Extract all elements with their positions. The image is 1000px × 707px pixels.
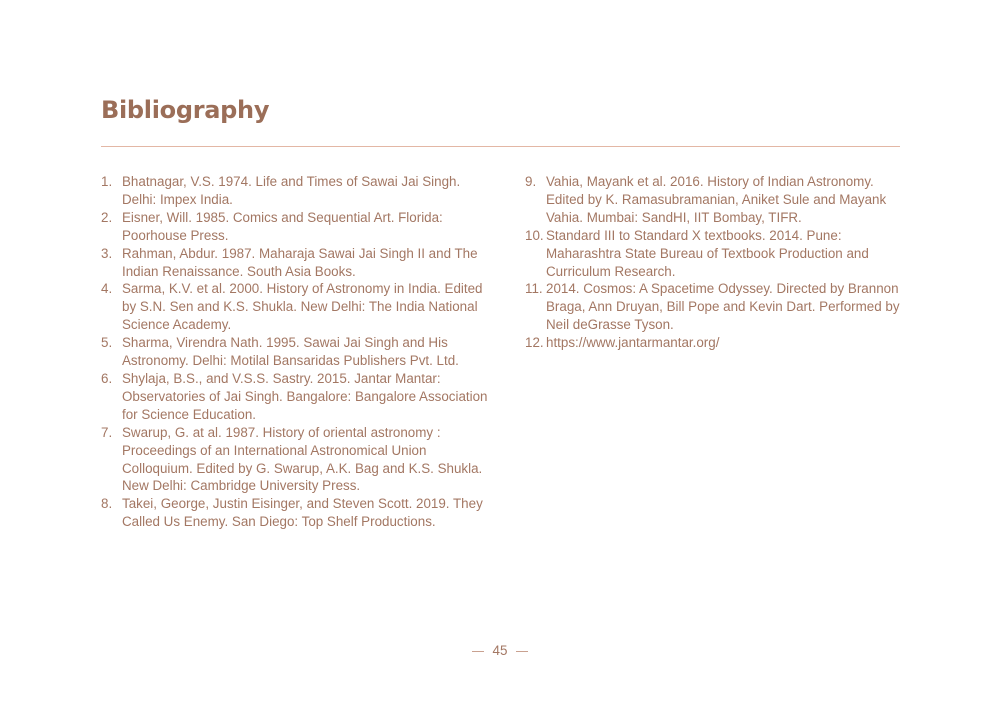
footer-dash-left <box>472 651 484 652</box>
entry-text: Eisner, Will. 1985. Comics and Sequential Art. Florida: Poorhouse Press. <box>122 209 443 243</box>
bibliography-list-left <box>101 173 491 531</box>
entry-number: 6. <box>101 370 113 386</box>
bibliography-list-right <box>525 173 910 352</box>
entry-number: 7. <box>101 424 113 440</box>
entry-text: Rahman, Abdur. 1987. Maharaja Sawai Jai Singh II and The Indian Renaissance. South Asia Books. <box>122 245 478 279</box>
bibliography-entry <box>525 334 910 352</box>
bibliography-entry <box>101 424 491 496</box>
page-number: 45 <box>492 643 508 658</box>
entry-text: Sharma, Virendra Nath. 1995. Sawai Jai Singh and His Astronomy. Delhi: Motilal Bansaridas Publishers Pvt. Ltd. <box>122 335 459 369</box>
entry-text[interactable]: https://www.jantarmantar.org/ <box>546 335 720 351</box>
entry-text: Sarma, K.V. et al. 2000. History of Astronomy in India. Edited by S.N. Sen and K.S. Shukla. New Delhi: The India National Science Academy. <box>122 281 483 333</box>
entry-text: Takei, George, Justin Eisinger, and Steven Scott. 2019. They Called Us Enemy. San Diego: Top Shelf Productions. <box>122 496 483 530</box>
entry-number: 5. <box>101 335 113 351</box>
bibliography-entry <box>101 209 491 245</box>
entry-text: Standard III to Standard X textbooks. 2014. Pune: Maharashtra State Bureau of Textbook Production and Curriculum Research. <box>546 227 869 279</box>
bibliography-entry <box>101 245 491 281</box>
footer-dash-right <box>516 651 528 652</box>
bibliography-entry <box>525 173 910 227</box>
entry-number: 8. <box>101 496 113 512</box>
entry-number: 1. <box>101 174 113 189</box>
entry-text: 2014. Cosmos: A Spacetime Odyssey. Directed by Brannon Braga, Ann Druyan, Bill Pope and Kevin Dart. Performed by Neil deGrasse Tyson. <box>546 281 900 333</box>
bibliography-entry <box>101 173 491 209</box>
entry-number: 3. <box>101 245 113 261</box>
entry-number: 4. <box>101 281 113 297</box>
entry-text: Bhatnagar, V.S. 1974. Life and Times of Sawai Jai Singh. Delhi: Impex India. <box>122 174 461 207</box>
bibliography-entry <box>525 280 910 334</box>
bibliography-entry <box>101 495 491 531</box>
bibliography-entry <box>101 370 491 424</box>
entry-number: 10. <box>525 227 544 243</box>
entry-number: 12. <box>525 335 544 351</box>
bibliography-entry <box>525 227 910 281</box>
entry-number: 9. <box>525 174 537 189</box>
entry-number: 11. <box>525 281 543 297</box>
page-title: Bibliography <box>101 96 270 124</box>
title-divider <box>101 146 900 147</box>
entry-number: 2. <box>101 209 113 225</box>
entry-text: Vahia, Mayank et al. 2016. History of Indian Astronomy. Edited by K. Ramasubramanian, Aniket Sule and Mayank Vahia. Mumbai: SandHI, IIT Bombay, TIFR. <box>546 174 887 225</box>
bibliography-entry <box>101 334 491 370</box>
entry-text: Shylaja, B.S., and V.S.S. Sastry. 2015. Jantar Mantar: Observatories of Jai Singh. Bangalore: Bangalore Association for Science Education. <box>122 370 488 422</box>
page-footer <box>0 643 1000 658</box>
bibliography-entry <box>101 280 491 334</box>
entry-text: Swarup, G. at al. 1987. History of oriental astronomy : Proceedings of an International Astronomical Union Colloquium. Edited by G. Swarup, A.K. Bag and K.S. Shukla. New Delhi: Cambridge University Press. <box>122 424 483 494</box>
